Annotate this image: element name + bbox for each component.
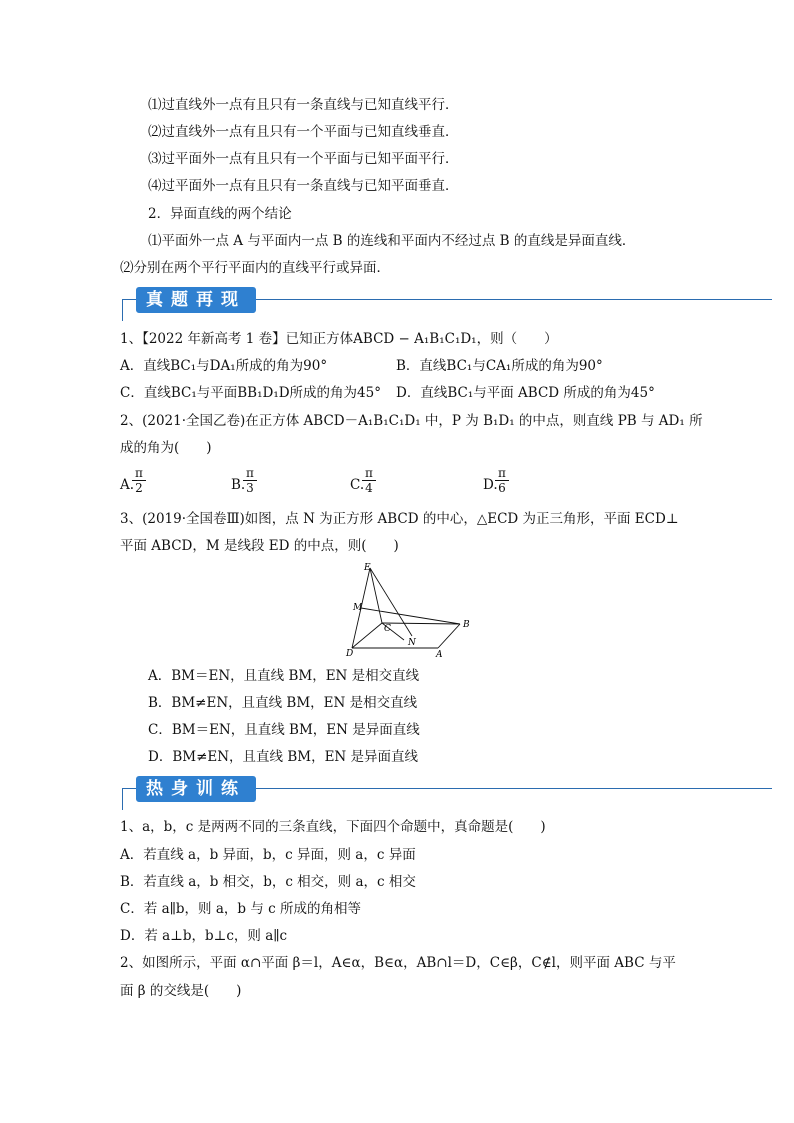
banner-bracket [122,299,123,321]
fraction-numerator: π [243,466,257,481]
question-3-option-d: D．BM≠EN，且直线 BM，EN 是异面直线 [148,749,419,765]
warmup-question-1-stem: 1、a，b，c 是两两不同的三条直线，下面四个命题中，真命题是( ) [120,819,546,835]
question-2-option-a-fraction [132,466,146,495]
question-1-option-a: A．直线BC₁与DA₁所成的角为90° [120,358,328,374]
label-E: E [364,563,371,573]
warmup-question-1-option-a: A．若直线 a，b 异面，b，c 异面，则 a，c 异面 [120,847,416,863]
fraction-denominator: 3 [246,481,254,495]
question-2-option-c-fraction [362,466,376,495]
fraction-numerator: π [495,466,509,481]
label-C: C [384,624,391,634]
warmup-question-2-stem-line-2: 面 β 的交线是( ) [120,983,242,999]
edge-AB [438,624,460,648]
label-M: M [353,603,363,613]
fraction-denominator: 2 [135,481,143,495]
theorem-line-3: ⑶过平面外一点有且只有一个平面与已知平面平行． [148,151,459,167]
fraction-numerator: π [362,466,376,481]
fraction-numerator: π [132,466,146,481]
question-3-stem-line-2: 平面 ABCD，M 是线段 ED 的中点，则( ) [120,538,399,554]
label-B: B [463,620,470,630]
question-2-option-a-letter: A. [120,477,135,493]
warmup-question-2-stem-line-1: 2、如图所示，平面 α∩平面 β＝l，A∈α，B∈α，AB∩l＝D，C∈β，C∉l，则平面 ABC 与平 [120,955,676,971]
theorem-line-1: ⑴过直线外一点有且只有一条直线与已知直线平行． [148,97,459,113]
question-2-option-d-letter: D. [483,477,498,493]
question-2-option-b-letter: B. [231,477,246,493]
fraction-denominator: 6 [498,481,506,495]
question-2-stem-line-2: 成的角为( ) [120,440,212,456]
warmup-question-1-option-d: D．若 a⊥b，b⊥c，则 a∥c [120,928,288,944]
question-3-option-b: B．BM≠EN，且直线 BM，EN 是相交直线 [148,695,418,711]
question-1-option-c: C．直线BC₁与平面BB₁D₁D所成的角为45° [120,385,381,401]
question-3-option-c: C．BM＝EN，且直线 BM，EN 是异面直线 [148,722,420,738]
banner-bracket [122,788,123,810]
question-2-option-d-fraction [495,466,509,495]
segment-BM [361,608,460,624]
label-N: N [408,638,416,648]
warmup-question-1-option-b: B．若直线 a，b 相交，b，c 相交，则 a，c 相交 [120,874,416,890]
label-D: D [346,649,354,659]
subheading-skew-lines: 2．异面直线的两个结论 [148,206,292,222]
question-1-option-b: B．直线BC₁与CA₁所成的角为90° [396,358,603,374]
theorem-line-2: ⑵过直线外一点有且只有一个平面与已知直线垂直． [148,124,459,140]
question-1-option-d: D．直线BC₁与平面 ABCD 所成的角为45° [396,385,655,401]
question-3-stem-line-1: 3、(2019·全国卷Ⅲ)如图，点 N 为正方形 ABCD 的中心，△ECD 为正三角形，平面 ECD⊥ [120,511,679,527]
conclusion-line-2: ⑵分别在两个平行平面内的直线平行或异面． [120,260,390,276]
section-title: 热身训练 [136,776,256,802]
geometry-figure-ecd-abcd [338,560,478,660]
conclusion-line-1: ⑴平面外一点 A 与平面内一点 B 的连线和平面内不经过点 B 的直线是异面直线． [148,233,636,249]
section-title: 真题再现 [136,287,256,313]
edge-CB [382,623,460,624]
fraction-denominator: 4 [365,481,373,495]
label-A: A [436,650,443,660]
question-2-stem-line-1: 2、(2021·全国乙卷)在正方体 ABCD－A₁B₁C₁D₁ 中，P 为 B₁D₁ 的中点，则直线 PB 与 AD₁ 所 [120,413,703,429]
question-3-option-a: A．BM＝EN，且直线 BM，EN 是相交直线 [148,668,420,684]
question-2-option-c-letter: C. [350,477,365,493]
section-banner-real-exams [122,287,772,321]
question-2-option-b-fraction [243,466,257,495]
warmup-question-1-option-c: C．若 a∥b，则 a，b 与 c 所成的角相等 [120,901,361,917]
question-1-stem: 1、【2022 年新高考 1 卷】已知正方体ABCD − A₁B₁C₁D₁，则（ ） [120,331,558,347]
edge-EC [370,568,382,623]
segment-EN [370,568,412,636]
theorem-line-4: ⑷过平面外一点有且只有一条直线与已知平面垂直． [148,178,459,194]
section-banner-warmup [122,776,772,810]
